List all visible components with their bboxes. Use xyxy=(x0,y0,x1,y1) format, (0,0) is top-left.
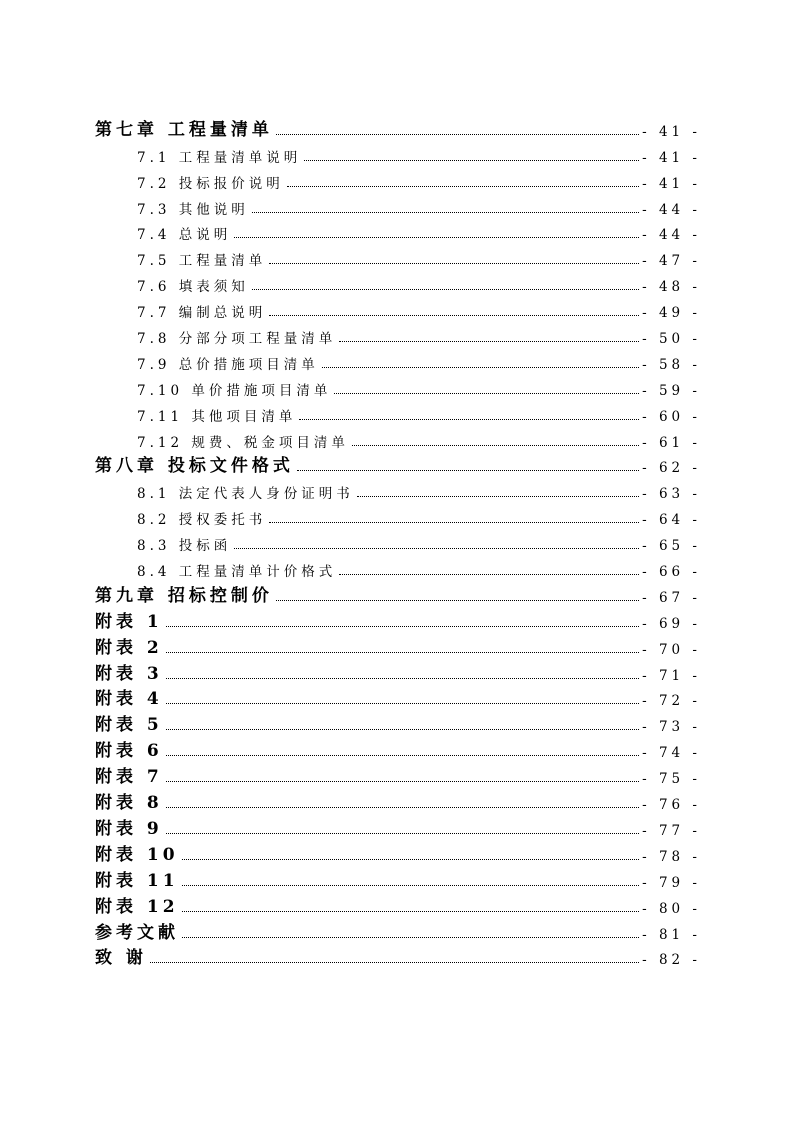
toc-chapter-entry[interactable] xyxy=(95,943,701,969)
toc-dot-leader xyxy=(334,393,639,394)
toc-entry-title: 附表 1 xyxy=(95,611,163,632)
toc-dot-leader xyxy=(339,341,639,342)
toc-dot-leader xyxy=(352,445,639,446)
toc-page-number: - 77 - xyxy=(642,822,701,839)
toc-page-number: - 59 - xyxy=(642,382,701,399)
toc-entry-title: 致 谢 xyxy=(95,948,147,969)
toc-entry-title: 8.3 投标函 xyxy=(137,538,232,555)
toc-dot-leader xyxy=(166,652,639,653)
toc-entry-title: 7.6 填表须知 xyxy=(137,279,249,296)
toc-page-number: - 49 - xyxy=(642,305,701,322)
toc-chapter-entry[interactable] xyxy=(95,632,701,658)
toc-dot-leader xyxy=(166,781,639,782)
toc-chapter-entry[interactable] xyxy=(95,658,701,684)
toc-chapter-entry[interactable] xyxy=(95,891,701,917)
toc-section-entry[interactable] xyxy=(95,140,701,166)
toc-section-entry[interactable] xyxy=(95,502,701,528)
toc-section-entry[interactable] xyxy=(95,399,701,425)
toc-dot-leader xyxy=(182,937,639,938)
toc-chapter-entry[interactable] xyxy=(95,761,701,787)
toc-dot-leader xyxy=(166,833,639,834)
toc-entry-title: 附表 10 xyxy=(95,844,179,865)
toc-dot-leader xyxy=(166,807,639,808)
toc-page-number: - 67 - xyxy=(642,589,701,606)
toc-page-number: - 41 - xyxy=(642,123,701,140)
toc-entry-title: 参考文献 xyxy=(95,922,179,943)
toc-entry-title: 附表 12 xyxy=(95,896,179,917)
toc-section-entry[interactable] xyxy=(95,166,701,192)
toc-dot-leader xyxy=(166,755,639,756)
toc-dot-leader xyxy=(252,212,639,213)
toc-entry-title: 7.5 工程量清单 xyxy=(137,253,267,270)
toc-page-number: - 65 - xyxy=(642,538,701,555)
toc-section-entry[interactable] xyxy=(95,347,701,373)
toc-section-entry[interactable] xyxy=(95,476,701,502)
toc-page-number: - 44 - xyxy=(642,227,701,244)
toc-entry-title: 7.9 总价措施项目清单 xyxy=(137,356,319,373)
toc-dot-leader xyxy=(166,626,639,627)
toc-entry-title: 8.4 工程量清单计价格式 xyxy=(137,564,337,581)
toc-entry-title: 7.3 其他说明 xyxy=(137,201,249,218)
toc-page-number: - 41 - xyxy=(642,175,701,192)
toc-dot-leader xyxy=(182,859,640,860)
toc-section-entry[interactable] xyxy=(95,192,701,218)
toc-entry-title: 附表 7 xyxy=(95,767,163,788)
toc-dot-leader xyxy=(299,419,639,420)
toc-page-number: - 79 - xyxy=(642,874,701,891)
toc-page-number: - 47 - xyxy=(642,253,701,270)
toc-entry-title: 附表 2 xyxy=(95,637,163,658)
toc-entry-title: 附表 4 xyxy=(95,689,163,710)
toc-chapter-entry[interactable] xyxy=(95,787,701,813)
toc-section-entry[interactable] xyxy=(95,554,701,580)
toc-section-entry[interactable] xyxy=(95,373,701,399)
toc-entry-title: 7.7 编制总说明 xyxy=(137,305,267,322)
toc-section-entry[interactable] xyxy=(95,243,701,269)
toc-dot-leader xyxy=(304,160,639,161)
toc-section-entry[interactable] xyxy=(95,269,701,295)
toc-page-number: - 69 - xyxy=(642,615,701,632)
toc-section-entry[interactable] xyxy=(95,218,701,244)
toc-page-number: - 72 - xyxy=(642,693,701,710)
toc-page-number: - 62 - xyxy=(642,460,701,477)
toc-page-number: - 78 - xyxy=(642,848,701,865)
toc-chapter-entry[interactable] xyxy=(95,917,701,943)
toc-section-entry[interactable] xyxy=(95,425,701,451)
toc-entry-title: 7.1 工程量清单说明 xyxy=(137,149,302,166)
toc-entry-title: 7.10 单价措施项目清单 xyxy=(137,382,332,399)
toc-page-number: - 44 - xyxy=(642,201,701,218)
toc-page-number: - 66 - xyxy=(642,564,701,581)
toc-dot-leader xyxy=(269,263,639,264)
toc-dot-leader xyxy=(166,678,639,679)
toc-dot-leader xyxy=(252,289,639,290)
toc-dot-leader xyxy=(297,470,639,471)
toc-entry-title: 7.8 分部分项工程量清单 xyxy=(137,331,337,348)
toc-entry-title: 7.11 其他项目清单 xyxy=(137,408,297,425)
toc-page-number: - 61 - xyxy=(642,434,701,451)
toc-chapter-entry[interactable] xyxy=(95,606,701,632)
toc-page-number: - 74 - xyxy=(642,745,701,762)
toc-chapter-entry[interactable] xyxy=(95,580,701,606)
toc-dot-leader xyxy=(166,729,639,730)
toc-entry-title: 附表 3 xyxy=(95,663,163,684)
toc-dot-leader xyxy=(276,134,639,135)
toc-page-number: - 81 - xyxy=(642,926,701,943)
toc-dot-leader xyxy=(339,574,639,575)
toc-section-entry[interactable] xyxy=(95,321,701,347)
toc-dot-leader xyxy=(322,367,639,368)
toc-page-number: - 63 - xyxy=(642,486,701,503)
toc-entry-title: 第九章 招标控制价 xyxy=(95,585,273,606)
toc-dot-leader xyxy=(234,237,639,238)
toc-entry-title: 8.1 法定代表人身份证明书 xyxy=(137,486,354,503)
toc-section-entry[interactable] xyxy=(95,295,701,321)
toc-page-number: - 50 - xyxy=(642,331,701,348)
toc-chapter-entry[interactable] xyxy=(95,709,701,735)
toc-chapter-entry[interactable] xyxy=(95,684,701,710)
toc-entry-title: 7.2 投标报价说明 xyxy=(137,175,284,192)
toc-entry-title: 第七章 工程量清单 xyxy=(95,119,273,140)
toc-page-number: - 41 - xyxy=(642,149,701,166)
toc-entry-title: 附表 6 xyxy=(95,741,163,762)
toc-dot-leader xyxy=(269,522,639,523)
toc-dot-leader xyxy=(150,962,639,963)
toc-entry-title: 第八章 投标文件格式 xyxy=(95,456,294,477)
toc-dot-leader xyxy=(234,548,639,549)
toc-chapter-entry[interactable] xyxy=(95,839,701,865)
toc-entry-title: 附表 5 xyxy=(95,715,163,736)
toc-page-number: - 60 - xyxy=(642,408,701,425)
toc-page-number: - 71 - xyxy=(642,667,701,684)
toc-dot-leader xyxy=(357,496,639,497)
toc-page-number: - 75 - xyxy=(642,771,701,788)
toc-chapter-entry[interactable] xyxy=(95,451,701,477)
toc-chapter-entry[interactable] xyxy=(95,865,701,891)
toc-dot-leader xyxy=(287,186,639,187)
toc-page-number: - 64 - xyxy=(642,512,701,529)
toc-page-number: - 70 - xyxy=(642,641,701,658)
toc-section-entry[interactable] xyxy=(95,528,701,554)
toc-page-number: - 73 - xyxy=(642,719,701,736)
toc-page-number: - 80 - xyxy=(642,900,701,917)
toc-dot-leader xyxy=(182,911,640,912)
toc-entry-title: 附表 8 xyxy=(95,793,163,814)
toc-chapter-entry[interactable] xyxy=(95,114,701,140)
toc-dot-leader xyxy=(269,315,639,316)
toc-page-number: - 76 - xyxy=(642,797,701,814)
toc-page-number: - 82 - xyxy=(642,952,701,969)
toc-chapter-entry[interactable] xyxy=(95,735,701,761)
toc-entry-title: 7.12 规费、税金项目清单 xyxy=(137,434,349,451)
toc-page-number: - 48 - xyxy=(642,279,701,296)
toc-chapter-entry[interactable] xyxy=(95,813,701,839)
toc-dot-leader xyxy=(276,600,639,601)
toc-dot-leader xyxy=(182,885,640,886)
toc-entry-title: 8.2 授权委托书 xyxy=(137,512,267,529)
toc-entry-title: 7.4 总说明 xyxy=(137,227,232,244)
toc-dot-leader xyxy=(166,703,639,704)
table-of-contents xyxy=(95,114,701,968)
toc-page-number: - 58 - xyxy=(642,356,701,373)
toc-entry-title: 附表 11 xyxy=(95,870,179,891)
toc-entry-title: 附表 9 xyxy=(95,818,163,839)
